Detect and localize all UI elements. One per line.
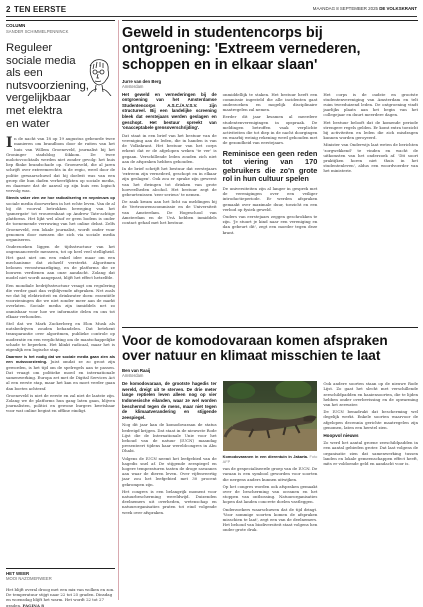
- weather-text: [6, 587, 115, 607]
- author-portrait-illustration: [80, 56, 114, 96]
- column-paragraph: Stel dat we Mark Zuckerberg en Elon Musk als nutsbedrijven zouden behandelen. Dat betekent transparantie over algoritmen, publieke controle op moderatie en een verplichting om de maatschappelijke schade te beperken. Het klinkt radicaal, maar het is eigenlijk een logische stap.: [6, 321, 115, 353]
- column-bold-lead: Daarmee is het nodig dat we sociale media gaan zien als een nutsvoorziening.: [6, 354, 115, 365]
- article-paragraph: Ouders van eerstejaars zeggen geschrokken te zijn. 'Je stuurt je kind naar een vereniging en dan gebeurt dit', zegt een moeder tegen deze krant.: [222, 214, 318, 235]
- article-paragraph: De universiteiten zijn al langer in gesprek met de verenigingen over een veiliger introductieperiode. Er werden afspraken gemaakt over maximale duur, toezicht en een verbod op fysiek geweld.: [222, 185, 318, 212]
- komodo-photo: [223, 381, 318, 451]
- article-paragraph: De zaak kwam aan het licht na meldingen bij de Vertrouwenscommissie en de Universiteit van Amsterdam. De Hogeschool van Amsterdam en de UvA hebben inmiddels contact gehad met het bestuur.: [122, 199, 217, 225]
- column-paragraph: sociale media doorwerken in het echte leven. Van de al bij dit voorval betrokken beweging van het 'gamergate' tot vrouwenhaat op Andrew Tate-achtige platforms. Het lijkt wel alsof er geen bodem is onder de toenemende verruwing van het online debat. Zelfs Groeneveld, een lokale journalist, wordt onder vuur genomen door mensen die zich via sociale media organiseren.: [6, 200, 115, 243]
- article-place: Amsterdam: [122, 373, 144, 379]
- article-rule: [122, 327, 418, 328]
- section-title: TEN EERSTE: [14, 5, 67, 14]
- column-divider: [118, 20, 119, 600]
- article-paragraph: Het bestuur belooft dat de komende periode strengere regels gelden. Er komt extra toezicht bij activiteiten en leden die zich misdragen kunnen worden geroyeerd.: [323, 119, 419, 141]
- article-columns: [122, 381, 418, 534]
- article-headline: Geweld in studentencorps bij ontgroening: 'Extreem vernederen, schoppen en in elkaar slaan': [122, 25, 361, 73]
- article-paragraph: Volgens de IUCN neemt het leefgebied van de hagedis snel af. De stijgende zeespiegel en hogere temperaturen tasten de droge savannes aan waar de dieren leven. Over vijfenveertig jaar zou het leefgebied met 30 procent gekrompen zijn.: [122, 455, 217, 487]
- article-lead: De komodovaraan, de grootste hagedis ter wereld, dreigt uit te sterven. De drie meter lange reptielen leven alleen nog op vier Indonesische eilanden, waar ze wel worden beschermd tegen de mens, maar niet tegen de klimaatverandering en stijgende zeespiegel.: [122, 381, 217, 420]
- article-paragraph: De IUCN benadrukt dat bescherming wel degelijk werkt. Enkele soorten waarvoor de afgelopen decennia gerichte maatregelen zijn genomen, laten een herstel zien.: [323, 409, 419, 430]
- pull-quote: Reminisce een geen reden tot viering van 170 gebruikers die zo'n grote rol in hun cultuur spelen: [222, 148, 318, 184]
- article-rule: [122, 20, 418, 21]
- article-headline: Voor de komodovaraan komen afspraken over natuur en klimaat misschien te laat: [122, 333, 388, 364]
- article-paragraph: Het congres is een belangrijk moment voor natuurbescherming wereldwijd. Duizenden deelnemers uit overheden, wetenschap en natuurorganisaties praten tot eind volgende week over afspraken.: [122, 488, 217, 515]
- article-paragraph: Eerder dit jaar kwamen al meerdere studentenverenigingen in opspraak. De meldingen betroffen vaak verplichte activiteiten die tot diep in de nacht doorgingen en waarbij weinig rekening werd gehouden met de gezondheid van eerstejaars.: [222, 114, 318, 146]
- article-column-3: [323, 92, 418, 237]
- article-paragraph: Minister van Onderwijs laat weten de berichten 'zorgwekkend' te vinden en wacht de uitkomsten van het onderzoek af. 'Dit soort praktijken horen niet thuis in het studentenleven', aldus een woordvoerder van het ministerie.: [323, 142, 419, 174]
- column-bold-lead: Steeds vaker zien we hoe radicalisering en nepnieuws op: [6, 195, 115, 201]
- dropcap: I: [6, 135, 13, 152]
- article-paragraph: van de gespecialiseerde groep van de IUCN. De varaan is een symbool geworden voor soorten die nergens anders kunnen uitwijken.: [222, 466, 318, 482]
- article-column-2: [223, 92, 318, 237]
- article-paragraph: Onderzoekers waarschuwen dat de tijd dringt. 'Voor sommige soorten komen de afspraken misschien te laat', zegt een van de deelnemers. Het behoud van biodiversiteit staat volgens hen onder grote druk.: [222, 506, 318, 533]
- column-kicker: COLUMN: [6, 20, 115, 28]
- page-header: [6, 5, 417, 17]
- article-column-3: [323, 381, 418, 534]
- article-place: Amsterdam: [122, 83, 144, 89]
- article-paragraph: Op het congres worden ook afspraken gemaakt over de bescherming van oceanen en het stoppen van ontbossing. Natuurorganisaties hopen dat landen concrete doelen vastleggen.: [222, 483, 318, 505]
- weather-page-ref[interactable]: PAGINA 8: [22, 602, 44, 607]
- page-number: 2: [6, 5, 11, 14]
- issue-date: MAANDAG 8 SEPTEMBER 2025: [312, 6, 378, 11]
- article-paragraph: onmiddellijk te staken. Het bestuur heeft een commissie ingesteld die alle incidenten gaat onderzoeken en mogelijk disciplinaire maatregelen zal nemen.: [222, 91, 318, 113]
- column-body: [6, 136, 115, 413]
- column-paragraph: Groeneveld is niet de eerste en zal niet de laatste zijn. Zolang we de platforms hun gang laten gaan, blijven journalisten, politici en gewone burgers kwetsbaar voor wat online begint en offline eindigt.: [6, 392, 115, 414]
- photo-credit: Foto AFP: [222, 454, 318, 465]
- dateline: [313, 6, 417, 11]
- weather-box: [6, 568, 115, 607]
- article-komodovaraan: [122, 327, 418, 535]
- article-paragraph: In de brief schrijft het bestuur dat eerstejaars 'extreem zijn vernederd, geschopt en in elkaar zijn geslagen'. Ook zou er sprake zijn geweest van het dwingen tot drinken van grote hoeveelheden alcohol. Het bestuur zegt de gebeurtenissen 'zeer serieus' te nemen.: [122, 165, 217, 197]
- article-paragraph: Dat staat in een brief van het bestuur van de vereniging aan de leden, die in handen is van de Volkskrant. Het bestuur van het corps erkent dat er de afgelopen weken 'te ver' is gegaan. Verschillende leden zouden zich niet aan de afspraken hebben gehouden.: [122, 132, 217, 164]
- weather-label: HET WEER: [6, 568, 115, 576]
- article-column-1: [122, 381, 217, 534]
- column-paragraph: Onderzoeken liggen de tijdsstructuur van het ongenuanceerde menseen, tot op heel veel stelligheid. Het gaat niet om een enkel idee maar om een mechanisme dat zichzelf versterkt. Algoritmen belonen verontwaardiging, en de platforms die ze bouwen verdienen aan onze aandacht. Zolang dat model niet wordt aangepast, blijft het effect hetzelfde.: [6, 244, 115, 281]
- column-section: [6, 20, 115, 607]
- photo-caption: [223, 454, 318, 464]
- article-column-2: [223, 381, 318, 534]
- weather-forecast: Het blijft overal droog met een mix van wolken en zon. De temperatuur stijgt naar 22 tot 25 graden. Dinsdag en woensdag blijft het warm. Het wordt 22 tot 27 graden.: [6, 587, 115, 607]
- weather-subtitle: MOOI NAZOMERWEER: [6, 576, 52, 581]
- article-lead: Het geweld en vernederingen bij de ontgroening van het Amsterdamse Studentencorps A.S.C./A.V.S.V. zijn structureel. Bij een landelijke screening bleek dat eerstejaars werden geslagen en geschopt. Het bestuur spreekt van 'onacceptabele grensoverschrijding'.: [122, 91, 217, 131]
- photo-caption-text: Komodovaranen in een dierentuin in Jakarta.: [222, 454, 309, 460]
- column-paragraph: n de nacht van 18 op 19 augustus gebeurde twee manieren om brandbom door de ruiten van het huis van Willem Groeneveld, journalist bij het Groninger stadsblog Sikkom. De twee molotovcocktails werden niet zonder gevolg: het huis liep flinke brandschade op. Groeneveld, die al jaren schrijft over extreemrechts in de regio, werd door de politie gewaarschuwd dat hij doelwit was van een groep die hun daden verheerlijkten op sociale media, en daarmee dat de aanval op zijn huis een logisch vervolg was.: [6, 136, 115, 194]
- column-paragraph: Juist omdat ze zo groot zijn geworden, is het tijd om de spelregels aan te passen. Dat vraagt om politieke moed en internationale samenwerking. Europa zet met de Digital Services Act al een eerste stap, maar het kan en moet verder gaan dan boetes achteraf.: [6, 359, 115, 391]
- column-paragraph: Een mondiale bedrijfsstructuur vraagt om regulering die verder gaat dan vrijblijvende afspraken. Net zoals we dat bij elektriciteit en drinkwater doen: essentiële voorzieningen die we niet zonder meer aan de markt overlaten. Sociale media zijn inmiddels net zo onmisbaar voor hoe we informatie delen en ons tot elkaar verhouden.: [6, 282, 115, 319]
- article-column-1: [122, 92, 217, 237]
- article-paragraph: Zo werd het aantal groene zeeschildpadden in een aantal gebieden groter. Dat laat volgens de organisatie zien dat samenwerking tussen landen en lokale gemeenschappen effect heeft, mits er voldoende geld en aandacht voor is.: [323, 440, 419, 467]
- article-columns: [122, 92, 418, 237]
- paper-name: DE VOLKSKRANT: [379, 6, 417, 11]
- article-ontgroening: [122, 20, 418, 237]
- column-title: Reguleer sociale media als een nutsvoorziening, vergelijkbaar met elektra en water: [6, 42, 89, 130]
- column-author: SANDER SCHIMMELPENNINCK: [6, 29, 69, 34]
- article-paragraph: Nog dit jaar kan de komodovaraan de status bedreigd krijgen. Dat staat in de nieuwste Rode Lijst die de Internationale Unie voor het behoud van de natuur (IUCN) maandag presenteert tijdens haar wereldcongres in Abu Dhabi.: [122, 422, 217, 454]
- article-author: Jurre van den Berg: [122, 78, 162, 84]
- article-paragraph: Ook andere soorten staan op de nieuwe Rode Lijst. Zo gaat het slecht met verschillende zeeschildpadden en haaiensoorten, die te lijden hebben onder overbevissing en de opwarming van het zeewater.: [323, 381, 419, 407]
- article-paragraph: Het corps is de oudste en grootste studentenvereniging van Amsterdam en telt ruim tweeduizend leden. De ontgroening vindt jaarlijks plaats aan het begin van het collegejaar en duurt meerdere dagen.: [323, 91, 419, 118]
- article-subhead: Hoopvol nieuws: [323, 433, 359, 439]
- article-author: Ben van Raaij: [122, 368, 151, 374]
